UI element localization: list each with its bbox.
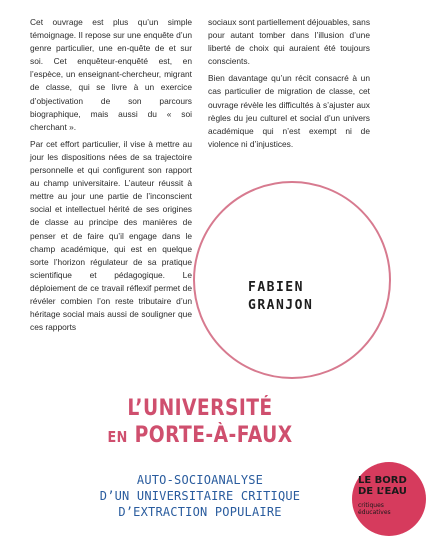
blurb-paragraph: Par cet effort particulier, il vise à mettre au jour les dispositions nées de sa trajectoire personnelle et qui configurent son rapport au champ universitaire. L’auteur réussit à mettre au jour une partie de l’inconscient social et intellectuel hérité de ses origines de classe au principe des manières de penser et de faire qu’il engage dans le champ académique, qui est en quelque sorte l’horizon régulateur de sa pratique scientifique et pédagogique. Le déploiement de ce travail réflexif permet de révéler combien l’on reste tributaire d’un héritage social mais aussi de souligner que ces rapports — [30, 138, 192, 333]
book-subtitle-line-2: D’UN UNIVERSITAIRE CRITIQUE — [99, 489, 301, 503]
author-last-name: GRANJON — [248, 298, 314, 313]
title-word: PORTE-À-FAUX — [127, 423, 293, 448]
collection-name-line: éducatives — [358, 509, 391, 516]
author-first-name: FABIEN — [248, 280, 304, 295]
author-name — [248, 279, 313, 315]
blurb-paragraph: Bien davantage qu’un récit consacré à un cas particulier de migration de classe, cet ouvrage révèle les difficultés à s’ajuster aux règles du jeu culturel et social d’un univers académique qui n’est exempt ni de violence ni d’injustices. — [208, 73, 370, 149]
collection-name-line: critiques — [358, 502, 384, 509]
blurb-paragraph: sociaux sont partiellement déjouables, sans pour autant tomber dans l’illusion d’une liberté de choix qui auraient été toujours conscients. — [208, 17, 371, 67]
blurb-paragraph: Cet ouvrage est plus qu’un simple témoignage. Il repose sur une enquête d’un genre particulier, une en-quête de et sur soi. Cet enquêteur-enquêté est, en l’espèce, un enseignant-chercheur, migrant de classe, qui se livre à un exercice d’objectivation de son parcours biographique, mais aussi du « soi cherchant ». — [30, 17, 192, 132]
publisher-logo-line: DE L’EAU — [358, 486, 407, 497]
book-title-line-2 — [30, 423, 370, 450]
publisher-logo-line: LE BORD — [358, 475, 407, 486]
book-subtitle-line-1: AUTO-SOCIOANALYSE — [136, 473, 264, 487]
back-cover-text-left-column — [30, 16, 192, 338]
title-word: UNIVERSITÉ — [142, 396, 273, 421]
publisher-logo — [352, 462, 426, 536]
book-subtitle-line-3: D’EXTRACTION POPULAIRE — [118, 505, 282, 519]
title-prefix: EN — [107, 428, 128, 446]
book-title-line-1 — [30, 396, 370, 422]
title-prefix: L’ — [127, 396, 143, 421]
back-cover-text-right-column — [208, 16, 370, 155]
